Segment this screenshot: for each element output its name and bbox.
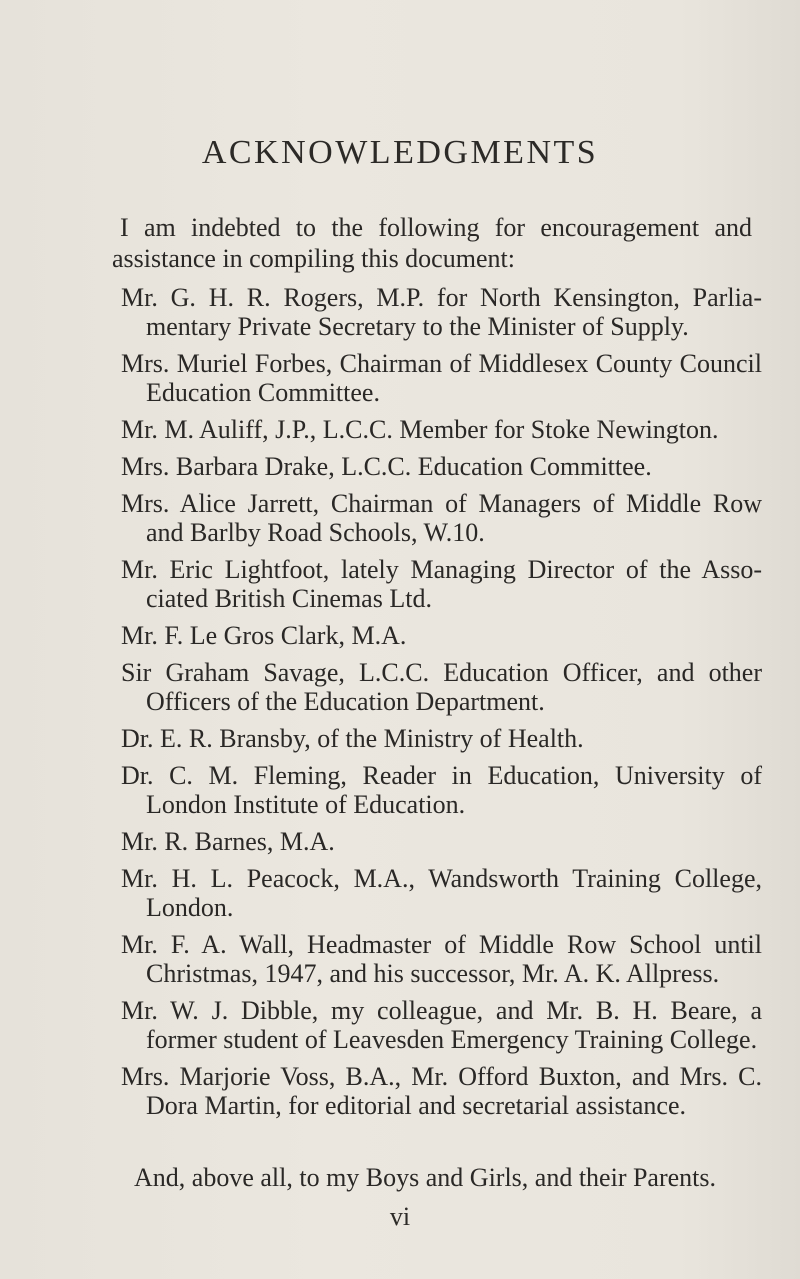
page-number: vi — [389, 1202, 411, 1231]
acknowledgment-entry: Mr. F. Le Gros Clark, M.A. — [121, 621, 407, 650]
page-heading: ACKNOWLEDGMENTS — [201, 134, 599, 171]
acknowledgment-entry: Mrs. Marjorie Voss, B.A., Mr. Offord Buxton, and Mrs. C. Dora Martin, for editorial and secretarial assistance. — [121, 1062, 762, 1120]
intro-paragraph: I am indebted to the following for encouragement and assistance in compiling this document: — [112, 213, 752, 273]
acknowledgment-entry: Mrs. Alice Jarrett, Chairman of Managers of Middle Row and Barlby Road Schools, W.10. — [121, 489, 762, 547]
acknowledgment-entry: Mr. F. A. Wall, Headmaster of Middle Row School until Christmas, 1947, and his successor, Mr. A. K. Allpress. — [121, 930, 762, 988]
acknowledgment-entry: Mrs. Barbara Drake, L.C.C. Education Committee. — [121, 452, 652, 481]
closing-line: And, above all, to my Boys and Girls, and their Parents. — [134, 1163, 717, 1192]
acknowledgment-entry: Mrs. Muriel Forbes, Chairman of Middlesex County Council Education Committee. — [121, 349, 762, 407]
acknowledgment-entry: Mr. G. H. R. Rogers, M.P. for North Kensington, Parlia-mentary Private Secretary to the Minister of Supply. — [121, 283, 762, 341]
acknowledgment-entry: Dr. E. R. Bransby, of the Ministry of Health. — [121, 724, 584, 753]
acknowledgment-entry: Mr. R. Barnes, M.A. — [121, 827, 335, 856]
acknowledgment-entry: Mr. Eric Lightfoot, lately Managing Director of the Asso-ciated British Cinemas Ltd. — [121, 555, 762, 613]
acknowledgment-entry: Mr. W. J. Dibble, my colleague, and Mr. B. H. Beare, a former student of Leavesden Emergency Training College. — [121, 996, 762, 1054]
acknowledgment-list — [112, 283, 762, 1128]
acknowledgment-entry: Mr. M. Auliff, J.P., L.C.C. Member for Stoke Newington. — [121, 415, 719, 444]
acknowledgment-entry: Dr. C. M. Fleming, Reader in Education, University of London Institute of Education. — [121, 761, 762, 819]
acknowledgment-entry: Mr. H. L. Peacock, M.A., Wandsworth Training College, London. — [121, 864, 762, 922]
acknowledgment-entry: Sir Graham Savage, L.C.C. Education Officer, and other Officers of the Education Department. — [121, 658, 762, 716]
